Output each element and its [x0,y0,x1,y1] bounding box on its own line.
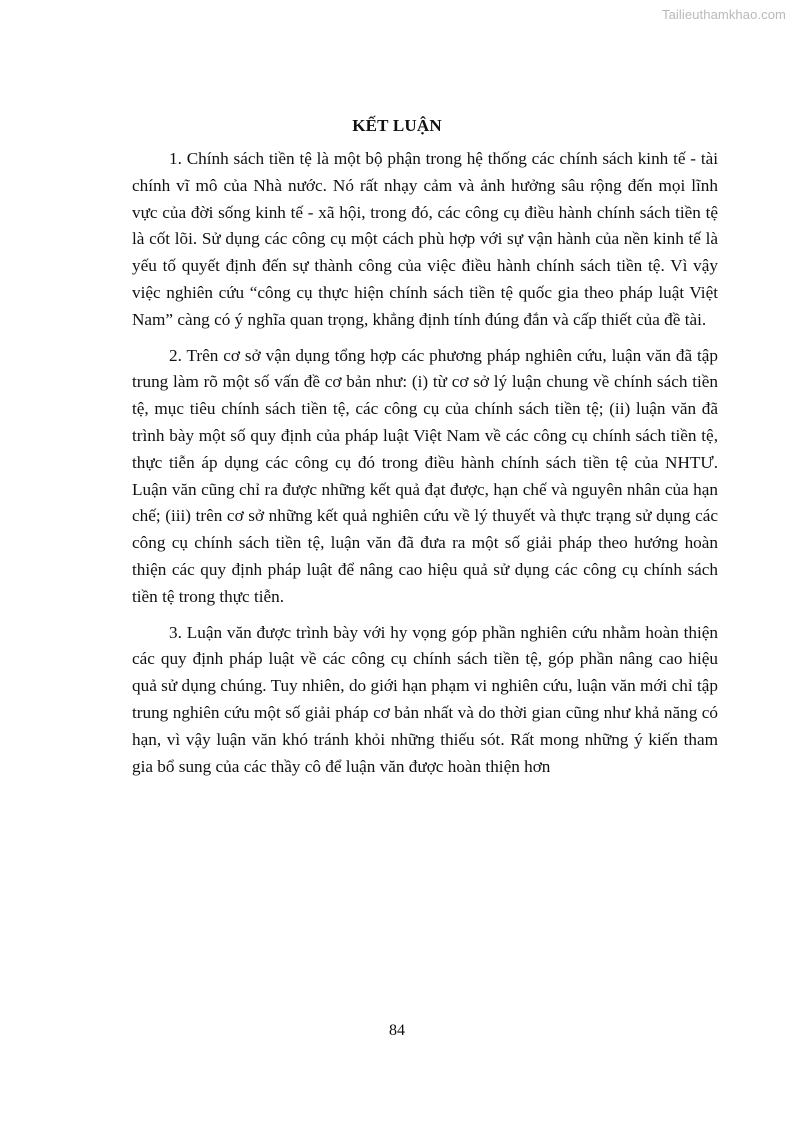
paragraph-3: 3. Luận văn được trình bày với hy vọng góp phần nghiên cứu nhằm hoàn thiện các quy định pháp luật về các công cụ chính sách tiền tệ, góp phần nâng cao hiệu quả sử dụng chúng. Tuy nhiên, do giới hạn phạm vi nghiên cứu, luận văn mới chỉ tập trung nghiên cứu một số giải pháp cơ bản nhất và do thời gian cũng như khả năng có hạn, vì vậy luận văn khó tránh khỏi những thiếu sót. Rất mong những ý kiến tham gia bổ sung của các thầy cô để luận văn được hoàn thiện hơn [132,622,718,776]
page-title: KẾT LUẬN [352,116,442,135]
page-number: 84 [389,1022,405,1039]
document-body [132,146,718,789]
paragraph-1: 1. Chính sách tiền tệ là một bộ phận trong hệ thống các chính sách kinh tế - tài chính vĩ mô của Nhà nước. Nó rất nhạy cảm và ảnh hưởng sâu rộng đến mọi lĩnh vực của đời sống kinh tế - xã hội, trong đó, các công cụ điều hành chính sách tiền tệ là cốt lõi. Sử dụng các công cụ một cách phù hợp với sự vận hành của nền kinh tế là yếu tố quyết định đến sự thành công của việc điều hành chính sách tiền tệ. Vì vậy việc nghiên cứu “công cụ thực hiện chính sách tiền tệ quốc gia theo pháp luật Việt Nam” càng có ý nghĩa quan trọng, khẳng định tính đúng đắn và cấp thiết của đề tài. [132,149,718,329]
watermark-text: Tailieuthamkhao.com [661,7,786,22]
paragraph-2: 2. Trên cơ sở vận dụng tổng hợp các phương pháp nghiên cứu, luận văn đã tập trung làm rõ một số vấn đề cơ bản như: (i) từ cơ sở lý luận chung về chính sách tiền tệ, mục tiêu chính sách tiền tệ, các công cụ của chính sách tiền tệ; (ii) luận văn đã trình bày một số quy định của pháp luật Việt Nam về các công cụ chính sách tiền tệ, thực tiễn áp dụng các công cụ đó trong điều hành chính sách tiền tệ của NHTƯ. Luận văn cũng chỉ ra được những kết quả đạt được, hạn chế và nguyên nhân của hạn chế; (iii) trên cơ sở những kết quả nghiên cứu về lý thuyết và thực trạng sử dụng các công cụ chính sách tiền tệ, luận văn đã đưa ra một số giải pháp theo hướng hoàn thiện các quy định pháp luật để nâng cao hiệu quả sử dụng các công cụ chính sách tiền tệ trong thực tiễn. [132,345,718,606]
